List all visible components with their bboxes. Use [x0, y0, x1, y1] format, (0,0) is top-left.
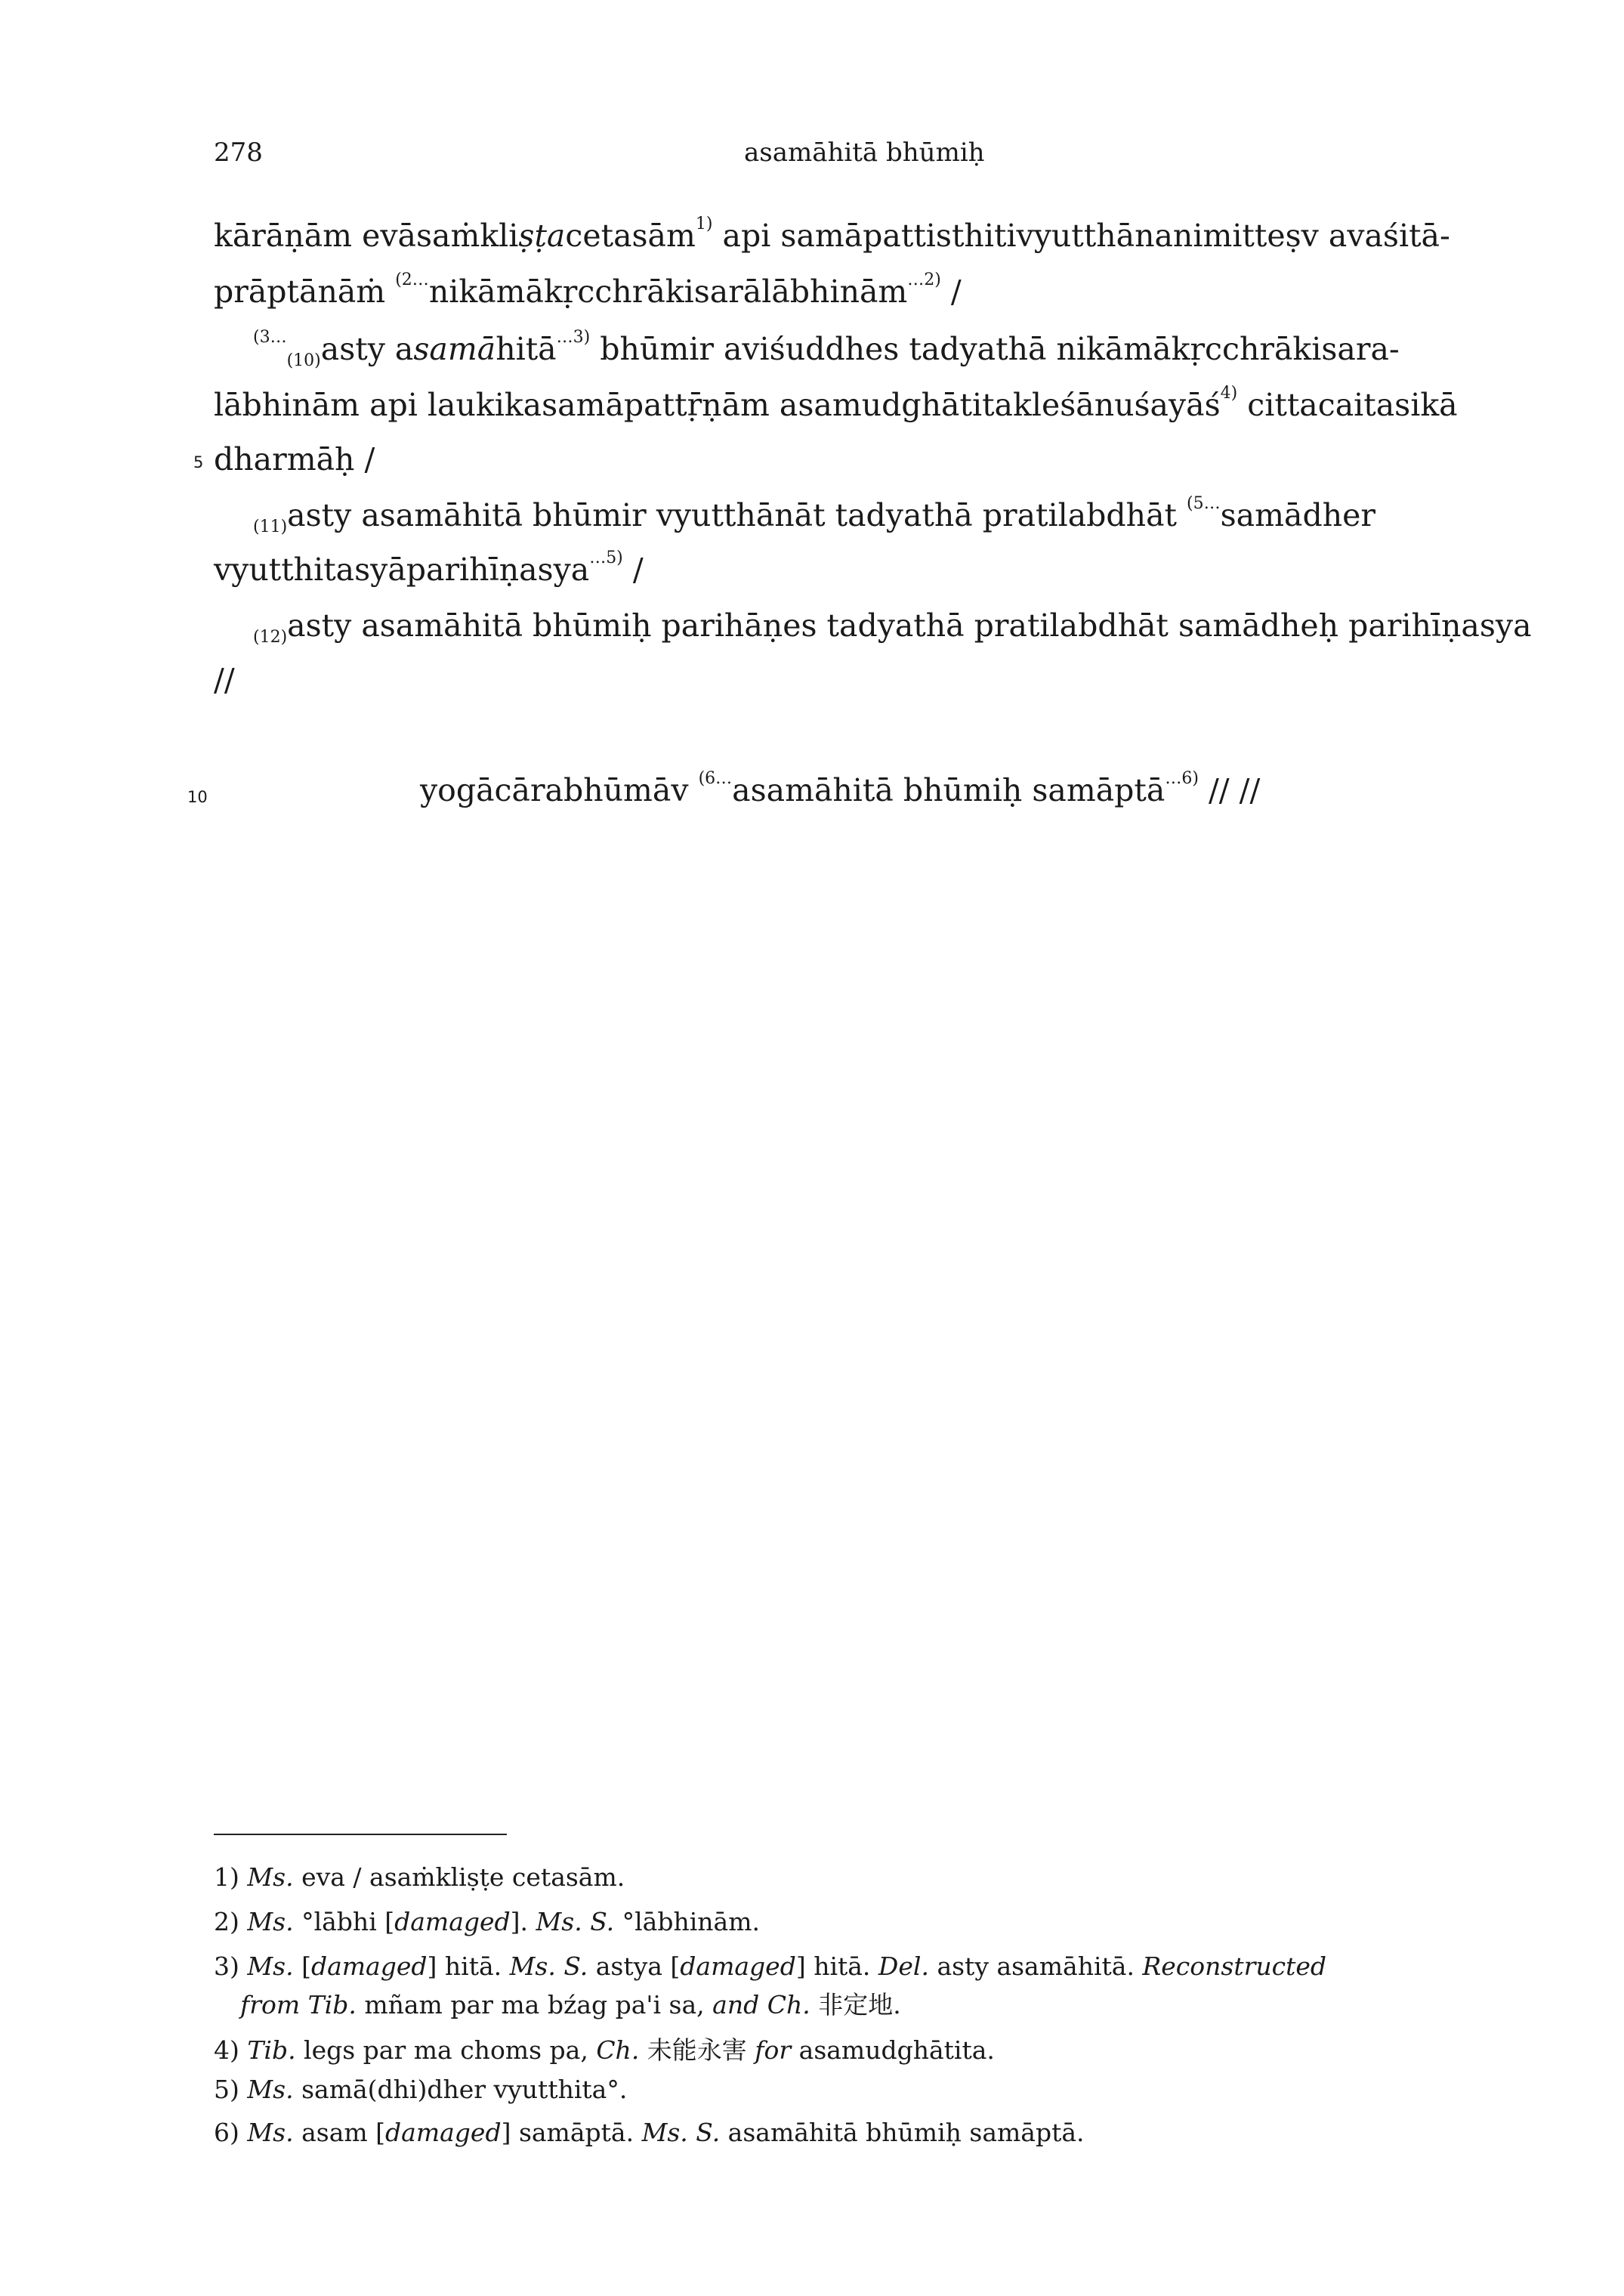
- text-line-8: $_{(12)}$asty asamāhitā bhūmiḥ parihāṇes tadyathā pratilabdhāt samādheḥ parihīṇasya: [253, 607, 1532, 647]
- footnote-5: 5) Ms. samā(dhi)dher vyutthita°.: [214, 2075, 628, 2104]
- text-line-6: $_{(11)}$asty asamāhitā bhūmir vyutthānāt tadyathā pratilabdhāt $^{(5\dots}$samādher: [253, 494, 1375, 536]
- text-line-1: kārāṇām evāsaṁkliṣṭacetasām$^{1)}$ api samāpattisthitivyutthānanimitteṣv avaśitā-: [214, 215, 1450, 254]
- text-line-9: //: [214, 662, 235, 698]
- text-line-7: vyutthitasyāparihīṇasya$^{\dots 5)}$ /: [214, 549, 644, 588]
- running-title: asamāhitā bhūmiḥ: [744, 138, 985, 168]
- text-line-4: lābhinām api laukikasamāpattṝṇām asamudghātitakleśānuśayāś$^{4)}$ cittacaitasikā: [214, 384, 1458, 423]
- footnote-4: 4) Tib. legs par ma choms pa, Ch. 未能永害 for asamudghātita.: [214, 2035, 995, 2065]
- text-line-5: dharmāḥ /: [214, 441, 375, 477]
- line-number-5: 5: [193, 453, 204, 471]
- footnote-6: 6) Ms. asam [damaged] samāptā. Ms. S. asamāhitā bhūmiḥ samāptā.: [214, 2118, 1085, 2147]
- page-number: 278: [214, 138, 263, 168]
- footnote-1: 1) Ms. eva / asaṁkliṣṭe cetasām.: [214, 1862, 625, 1892]
- footnote-3-cont: from Tib. mñam par ma bźag pa'i sa, and Ch. 非定地.: [240, 1990, 901, 2019]
- text-line-2: prāptānāṁ $^{(2\dots}$nikāmākṛcchrākisarālābhinām$^{\dots 2)}$ /: [214, 270, 962, 310]
- footnote-rule: [214, 1834, 507, 1835]
- footnote-3: 3) Ms. [damaged] hitā. Ms. S. astya [damaged] hitā. Del. asty asamāhitā. Reconstructed: [214, 1951, 1327, 1981]
- colophon-line: yogācārabhūmāv $^{(6\dots}$asamāhitā bhūmiḥ samāptā$^{\dots 6)}$ // //: [420, 769, 1261, 808]
- line-number-10: 10: [187, 788, 208, 806]
- text-line-3: $^{(3\dots}_{(10)}$asty asamāhitā$^{\dots 3)}$ bhūmir aviśuddhes tadyathā nikāmākṛcchrākisara-: [253, 328, 1400, 370]
- footnote-2: 2) Ms. °lābhi [damaged]. Ms. S. °lābhinām.: [214, 1907, 761, 1936]
